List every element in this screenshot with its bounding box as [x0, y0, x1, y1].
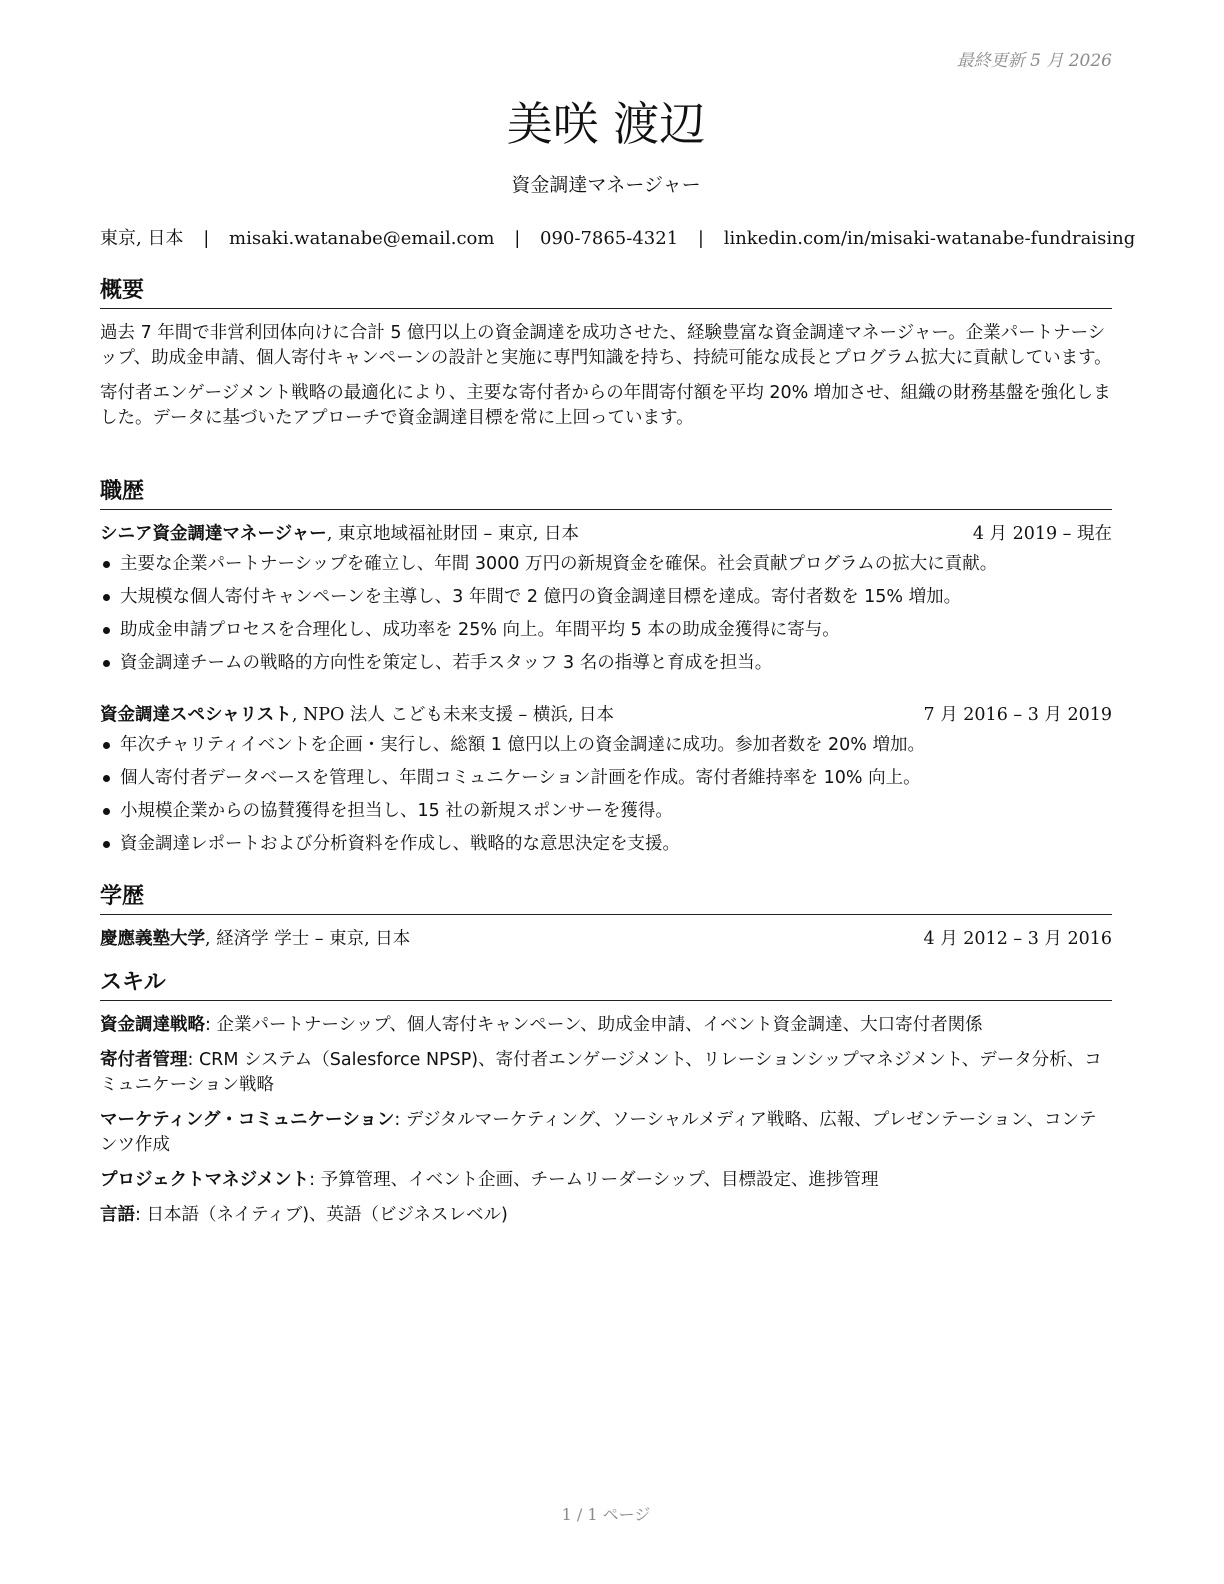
list-item: 年次チャリティイベントを企画・実行し、総額 1 億円以上の資金調達に成功。参加者数を 20% 増加。: [100, 733, 1112, 757]
contact-email[interactable]: misaki.watanabe@email.com: [229, 228, 495, 249]
candidate-name: 美咲 渡辺: [506, 97, 706, 151]
contact-linkedin[interactable]: linkedin.com/in/misaki-watanabe-fundraising: [723, 228, 1136, 249]
list-item: 小規模企業からの協賛獲得を担当し、15 社の新規スポンサーを獲得。: [100, 799, 1112, 823]
resume-page: [100, 0, 1136, 1584]
list-item: 助成金申請プロセスを合理化し、成功率を 25% 向上。年間平均 5 本の助成金獲得に寄与。: [100, 618, 1112, 642]
experience-section: [100, 477, 1112, 865]
summary-paragraph: 過去 7 年間で非営利団体向けに合計 5 億円以上の資金調達を成功させた、経験豊富な資金調達マネージャー。企業パートナーシップ、助成金申請、個人寄付キャンペーンの設計と実施に専門知識を持ち、持続可能な成長とプログラム拡大に貢献しています。: [100, 323, 1112, 368]
section-title-summary: 概要: [100, 276, 1112, 309]
job-position: シニア資金調達マネージャー: [100, 524, 327, 544]
job-organization: , 東京地域福祉財団 – 東京, 日本: [326, 524, 579, 544]
job-position: 資金調達スペシャリスト: [100, 705, 292, 725]
last-updated: 最終更新 5 月 2026: [956, 51, 1112, 71]
skill-label: プロジェクトマネジメント: [100, 1170, 310, 1190]
skill-value: : 日本語（ネイティブ)、英語（ビジネスレベル): [135, 1205, 508, 1225]
summary-paragraph: 寄付者エンゲージメント戦略の最適化により、主要な寄付者からの年間寄付額を平均 20% 増加させ、組織の財務基盤を強化しました。データに基づいたアプローチで資金調達目標を常に上回っています。: [100, 383, 1111, 428]
contact-separator: |: [697, 228, 704, 249]
skill-item: [100, 1168, 1112, 1193]
skill-label: 言語: [100, 1205, 135, 1225]
skill-value: : 企業パートナーシップ、個人寄付キャンペーン、助成金申請、イベント資金調達、大口寄付者関係: [205, 1015, 983, 1035]
job-title-line: [100, 522, 579, 546]
skill-value: : 予算管理、イベント企画、チームリーダーシップ、目標設定、進捗管理: [309, 1170, 879, 1190]
education-detail: , 経済学 学士 – 東京, 日本: [205, 929, 411, 949]
candidate-role: 資金調達マネージャー: [511, 174, 701, 196]
job-header: [100, 703, 1112, 727]
contact-separator: |: [514, 228, 521, 249]
education-dates: 4 月 2012 – 3 月 2016: [923, 929, 1112, 949]
education-school: 慶應義塾大学: [100, 929, 205, 949]
section-title-experience: 職歴: [100, 477, 1112, 510]
list-item: 資金調達チームの戦略的方向性を策定し、若手スタッフ 3 名の指導と育成を担当。: [100, 651, 1112, 675]
skill-value: : CRM システム（Salesforce NPSP)、寄付者エンゲージメント、リレーションシップマネジメント、データ分析、コミュニケーション戦略: [100, 1050, 1102, 1095]
contact-line: [100, 224, 1136, 250]
job-dates: 4 月 2019 – 現在: [972, 524, 1112, 544]
skill-item: [100, 1203, 1112, 1228]
education-section: [100, 882, 1112, 957]
job-organization: , NPO 法人 こども未来支援 – 横浜, 日本: [291, 705, 614, 725]
skill-item: [100, 1048, 1112, 1098]
education-title-line: [100, 927, 410, 951]
skill-item: [100, 1013, 1112, 1038]
section-title-education: 学歴: [100, 882, 1112, 915]
page-number: 1 / 1 ページ: [561, 1505, 651, 1524]
section-title-skills: スキル: [100, 968, 1112, 1001]
summary-section: [100, 276, 1112, 441]
skill-label: 資金調達戦略: [100, 1015, 205, 1035]
job-header: [100, 522, 1112, 546]
skill-item: [100, 1108, 1112, 1158]
skill-label: 寄付者管理: [100, 1050, 188, 1070]
job-title-line: [100, 703, 614, 727]
skills-section: [100, 968, 1112, 1238]
list-item: 主要な企業パートナーシップを確立し、年間 3000 万円の新規資金を確保。社会貢献プログラムの拡大に貢献。: [100, 552, 1112, 576]
skill-label: マーケティング・コミュニケーション: [100, 1110, 395, 1130]
contact-phone[interactable]: 090-7865-4321: [540, 228, 679, 249]
job-dates: 7 月 2016 – 3 月 2019: [923, 705, 1112, 725]
education-entry: [100, 927, 1112, 951]
job-bullets: [100, 552, 1112, 675]
skill-value: : デジタルマーケティング、ソーシャルメディア戦略、広報、プレゼンテーション、コンテンツ作成: [100, 1110, 1097, 1155]
list-item: 個人寄付者データベースを管理し、年間コミュニケーション計画を作成。寄付者維持率を 10% 向上。: [100, 766, 1112, 790]
list-item: 資金調達レポートおよび分析資料を作成し、戦略的な意思決定を支援。: [100, 832, 1112, 856]
contact-location: 東京, 日本: [100, 228, 184, 249]
job-bullets: [100, 733, 1112, 856]
contact-separator: |: [203, 228, 210, 249]
list-item: 大規模な個人寄付キャンペーンを主導し、3 年間で 2 億円の資金調達目標を達成。寄付者数を 15% 増加。: [100, 585, 1112, 609]
